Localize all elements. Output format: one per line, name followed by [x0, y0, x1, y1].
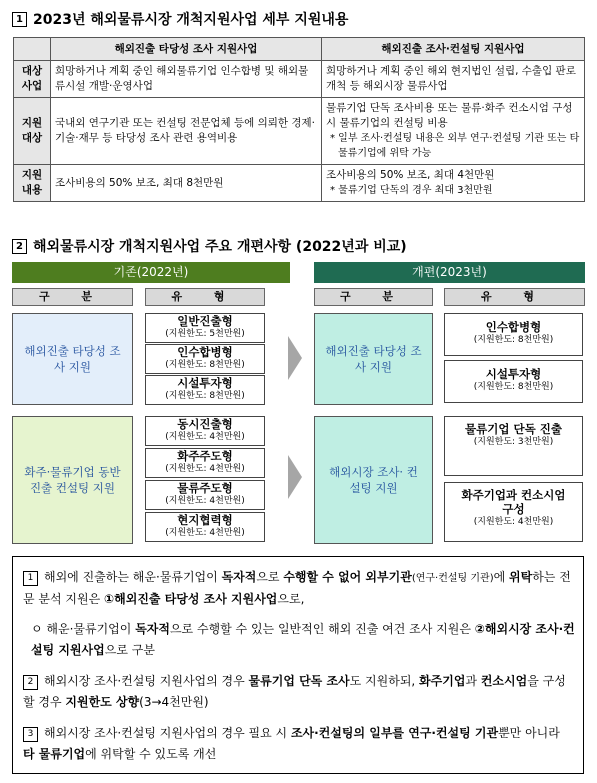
type-box: [145, 480, 265, 510]
text: 해외시장 조사·컨설팅 지원사업의 경우 필요 시: [44, 726, 291, 740]
after-group-feasibility-label: 해외진출 타당성 조사 지원: [325, 344, 422, 374]
type-box: [444, 360, 583, 403]
type-name: 화주주도형: [177, 449, 233, 463]
type-name: 인수합병형: [485, 320, 542, 334]
type-box: [145, 512, 265, 542]
summary-item-number: 3: [23, 727, 38, 742]
text: 위탁: [509, 570, 533, 584]
cell-note: * 일부 조사·컨설팅 내용은 외부 연구·컨설팅 기관 또는 타 물류기업에 위탁 가능: [330, 133, 580, 159]
support-detail-table: [13, 37, 585, 202]
type-limit: (지원한도: 3천만원): [473, 437, 554, 447]
table-row: [14, 61, 585, 98]
after-label-bar: 개편(2023년): [314, 262, 585, 283]
text: 지원한도 상향: [65, 695, 140, 709]
text: 으로 수행할 수 있는 일반적인 해외 진출 여건 조사 지원은: [169, 622, 475, 636]
section1-title: 2023년 해외물류시장 개척지원사업 세부 지원내용: [33, 12, 349, 28]
table-corner: [14, 38, 51, 61]
before-gubun-header: 구 분: [12, 288, 133, 306]
text: ②해외시장 조사·컨설팅 지원사업: [31, 622, 575, 657]
col-header-feasibility: 해외진출 타당성 조사 지원사업: [51, 38, 322, 61]
text: 도 지원하되,: [349, 674, 420, 688]
text: 과: [465, 674, 481, 688]
type-name: 화주기업과 컨소시엄 구성: [461, 488, 566, 516]
summary-item-1: [23, 567, 575, 610]
summary-item-number: 2: [23, 675, 38, 690]
text: 으로,: [277, 592, 305, 606]
text: 수행할 수 없어 외부기관: [283, 570, 412, 584]
summary-item-1-sub: [31, 619, 575, 661]
type-limit: (지원한도: 4천만원): [165, 432, 245, 442]
text: 독자적: [221, 570, 257, 584]
row-header-support-content: 지원 내용: [14, 165, 51, 202]
cell-consulting-support-content: [322, 165, 585, 202]
text: (연구·컨설팅 기관): [411, 573, 494, 584]
type-limit: (지원한도: 8천만원): [473, 382, 554, 392]
cell-text: 물류기업 단독 조사비용 또는 물류·화주 컨소시엄 구성 시 물류기업의 컨설팅 비용: [326, 102, 573, 129]
type-name: 시설투자형: [177, 376, 233, 390]
before-label-bar: 기존(2022년): [12, 262, 290, 283]
after-group-feasibility: [314, 313, 433, 405]
type-limit: (지원한도: 5천만원): [165, 329, 245, 339]
col-header-consulting: 해외진출 조사·컨설팅 지원사업: [322, 38, 585, 61]
table-row: [14, 165, 585, 202]
text: 컨소시엄: [480, 674, 528, 688]
section2-title: 해외물류시장 개척지원사업 주요 개편사항 (2022년과 비교): [33, 239, 407, 255]
type-limit: (지원한도: 8천만원): [165, 360, 245, 370]
text: 뿐만 아니라: [498, 726, 560, 740]
type-box: [444, 482, 583, 542]
text: 으로 구분: [104, 643, 155, 657]
after-type-header: 유 형: [444, 288, 585, 306]
type-box: [145, 313, 265, 343]
text: 해외시장 조사·컨설팅 지원사업의 경우: [44, 674, 249, 688]
text: 에 위탁할 수 있도록 개선: [85, 747, 217, 761]
after-group-consulting: [314, 416, 433, 544]
type-name: 물류기업 단독 진출: [465, 422, 562, 436]
type-box: [145, 375, 265, 405]
summary-item-2: [23, 671, 575, 713]
after-gubun-header: 구 분: [314, 288, 433, 306]
type-name: 동시진출형: [177, 417, 233, 431]
cell-feasibility-support-content: 조사비용의 50% 보조, 최대 8천만원: [51, 165, 322, 202]
text: ①해외진출 타당성 조사 지원사업: [104, 592, 278, 606]
section1-number: 1: [12, 12, 27, 27]
section2-heading: [12, 236, 407, 256]
row-header-support-target: 지원 대상: [14, 98, 51, 165]
type-limit: (지원한도: 4천만원): [165, 464, 245, 474]
cell-note: * 물류기업 단독의 경우 최대 3천만원: [330, 185, 493, 196]
type-name: 일반진출형: [177, 314, 233, 328]
type-name: 현지협력형: [177, 513, 233, 527]
before-type-header: 유 형: [145, 288, 265, 306]
table-row: [14, 98, 585, 165]
type-limit: (지원한도: 4천만원): [165, 496, 245, 506]
type-box: [444, 416, 583, 476]
text: 타 물류기업: [23, 747, 86, 761]
type-limit: (지원한도: 4천만원): [165, 528, 245, 538]
summary-item-3: [23, 723, 575, 765]
type-box: [145, 344, 265, 374]
text: 을 구성할 경우: [23, 674, 566, 709]
text: 하는 전문 분석 지원은: [23, 570, 571, 606]
text: ㅇ 해운·물류기업이: [31, 622, 136, 636]
cell-text: 조사비용의 50% 보조, 최대 4천만원: [326, 169, 495, 181]
cell-consulting-target: 희망하거나 계획 중인 해외 현지법인 설립, 수출입 판로 개척 등 해외시장 물류사업: [322, 61, 585, 98]
text: (3→4천만원): [139, 695, 209, 709]
text: 으로: [256, 570, 284, 584]
type-limit: (지원한도: 8천만원): [473, 335, 554, 345]
type-limit: (지원한도: 8천만원): [165, 391, 245, 401]
cell-feasibility-support-target: 국내외 연구기관 또는 컨설팅 전문업체 등에 의뢰한 경제·기술·재무 등 타당성 조사 관련 용역비용: [51, 98, 322, 165]
type-box: [145, 416, 265, 446]
text: 조사·컨설팅의 일부를 연구·컨설팅 기관: [290, 726, 499, 740]
arrow-right-icon: [288, 455, 302, 499]
section2-number: 2: [12, 239, 27, 254]
cell-consulting-support-target: [322, 98, 585, 165]
text: 해외에 진출하는 해운·물류기업이: [44, 570, 222, 584]
arrow-right-icon: [288, 336, 302, 380]
section1-heading: [12, 9, 348, 29]
before-group-feasibility-label: 해외진출 타당성 조사 지원: [24, 344, 121, 374]
table-header-row: [14, 38, 585, 61]
summary-box: [12, 556, 584, 774]
type-box: [444, 313, 583, 356]
summary-item-number: 1: [23, 571, 38, 586]
row-header-target-business: 대상 사업: [14, 61, 51, 98]
text: 화주기업: [419, 674, 466, 688]
cell-feasibility-target: 희망하거나 계획 중인 해외물류기업 인수합병 및 해외물류시설 개발·운영사업: [51, 61, 322, 98]
before-group-companion-label: 화주·물류기업 동반진출 컨설팅 지원: [24, 465, 121, 495]
type-name: 인수합병형: [177, 345, 233, 359]
type-limit: (지원한도: 4천만원): [473, 517, 554, 527]
type-box: [145, 448, 265, 478]
before-group-feasibility: [12, 313, 133, 405]
after-group-consulting-label: 해외시장 조사· 컨설팅 지원: [329, 465, 418, 495]
text: 에: [493, 570, 510, 584]
before-group-companion-consulting: [12, 416, 133, 544]
text: 물류기업 단독 조사: [248, 674, 350, 688]
type-name: 시설투자형: [485, 367, 542, 381]
text: 독자적: [135, 622, 170, 636]
type-name: 물류주도형: [177, 481, 233, 495]
